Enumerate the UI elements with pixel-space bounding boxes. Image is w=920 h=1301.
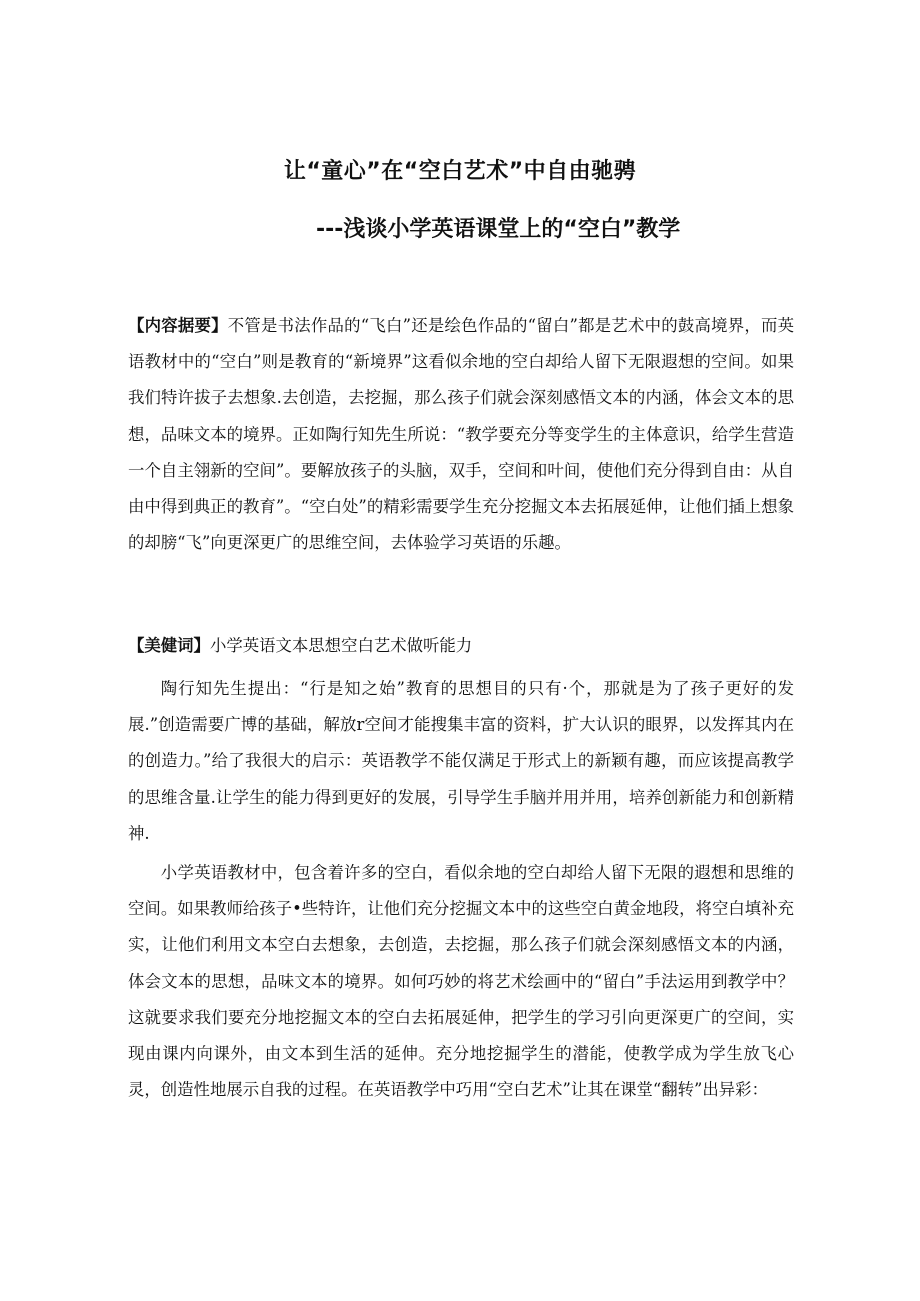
document-subtitle: ---浅谈小学英语课堂上的“空白”教学 <box>316 217 681 242</box>
keywords-text: 小学英语文本思想空白艺术做听能力 <box>209 636 473 655</box>
document-title: 让“童心”在“空白艺术”中自由驰骋 <box>283 159 637 184</box>
keywords-label: 【美健词】 <box>128 636 210 655</box>
body-paragraph-2: 小学英语教材中，包含着许多的空白，看似余地的空白却给人留下无限的遐想和思维的空间。如果教师给孩子•些特许，让他们充分挖掘文本中的这些空白黄金地段，将空白填补充实，让他们利用文本空白去想象，去创造，去挖掘，那么孩子们就会深刻感悟文本的内涵，体会文本的思想，品味文本的境界。如何巧妙的将艺术绘画中的“留白”手法运用到教学中？这就要求我们要充分地挖掘文本的空白去拓展延伸，把学生的学习引向更深更广的空间，实现由课内向课外，由文本到生活的延伸。充分地挖掘学生的潜能，使教学成为学生放飞心灵，创造性地展示自我的过程。在英语教学中巧用“空白艺术”让其在课堂“翻转”出异彩： <box>128 863 794 1100</box>
abstract-text: 不管是书法作品的“飞白”还是绘色作品的“留白”都是艺术中的鼓高境界，而英语教材中的“空白”则是教育的“新境界”这看似余地的空白却给人留下无限遐想的空间。如果我们特许拔子去想象.去创造，去挖掘，那么孩子们就会深刻感悟文本的内涵，体会文本的思想，品味文本的境界。正如陶行知先生所说：“教学要充分等变学生的主体意识，给学生营造一个自主翎新的空间”。要解放孩子的头脑，双手，空间和叶间，使他们充分得到自由：从自由中得到典正的教育”。“空白处”的精彩需要学生充分挖掘文本去拓展延伸，让他们插上想象的却膀“飞”向更深更广的思维空间，去体验学习英语的乐趣。 <box>128 316 795 553</box>
body-paragraph-1: 陶行知先生提出：“行是知之始”教育的思想目的只有·个，那就是为了孩子更好的发展.”创造需要广博的基础，解放r空间才能搜集丰富的资料，扩大认识的眼界，以发挥其内在的创造力。”给了我很大的启示：英语教学不能仅满足于形式上的新颖有趣，而应该提高教学的思维含量.让学生的能力得到更好的发展，引导学生手脑并用并用，培养创新能力和创新精神. <box>128 679 794 843</box>
abstract-label: 【内容据要】 <box>128 316 228 335</box>
abstract-paragraph <box>128 308 794 561</box>
keywords-line <box>128 628 794 664</box>
